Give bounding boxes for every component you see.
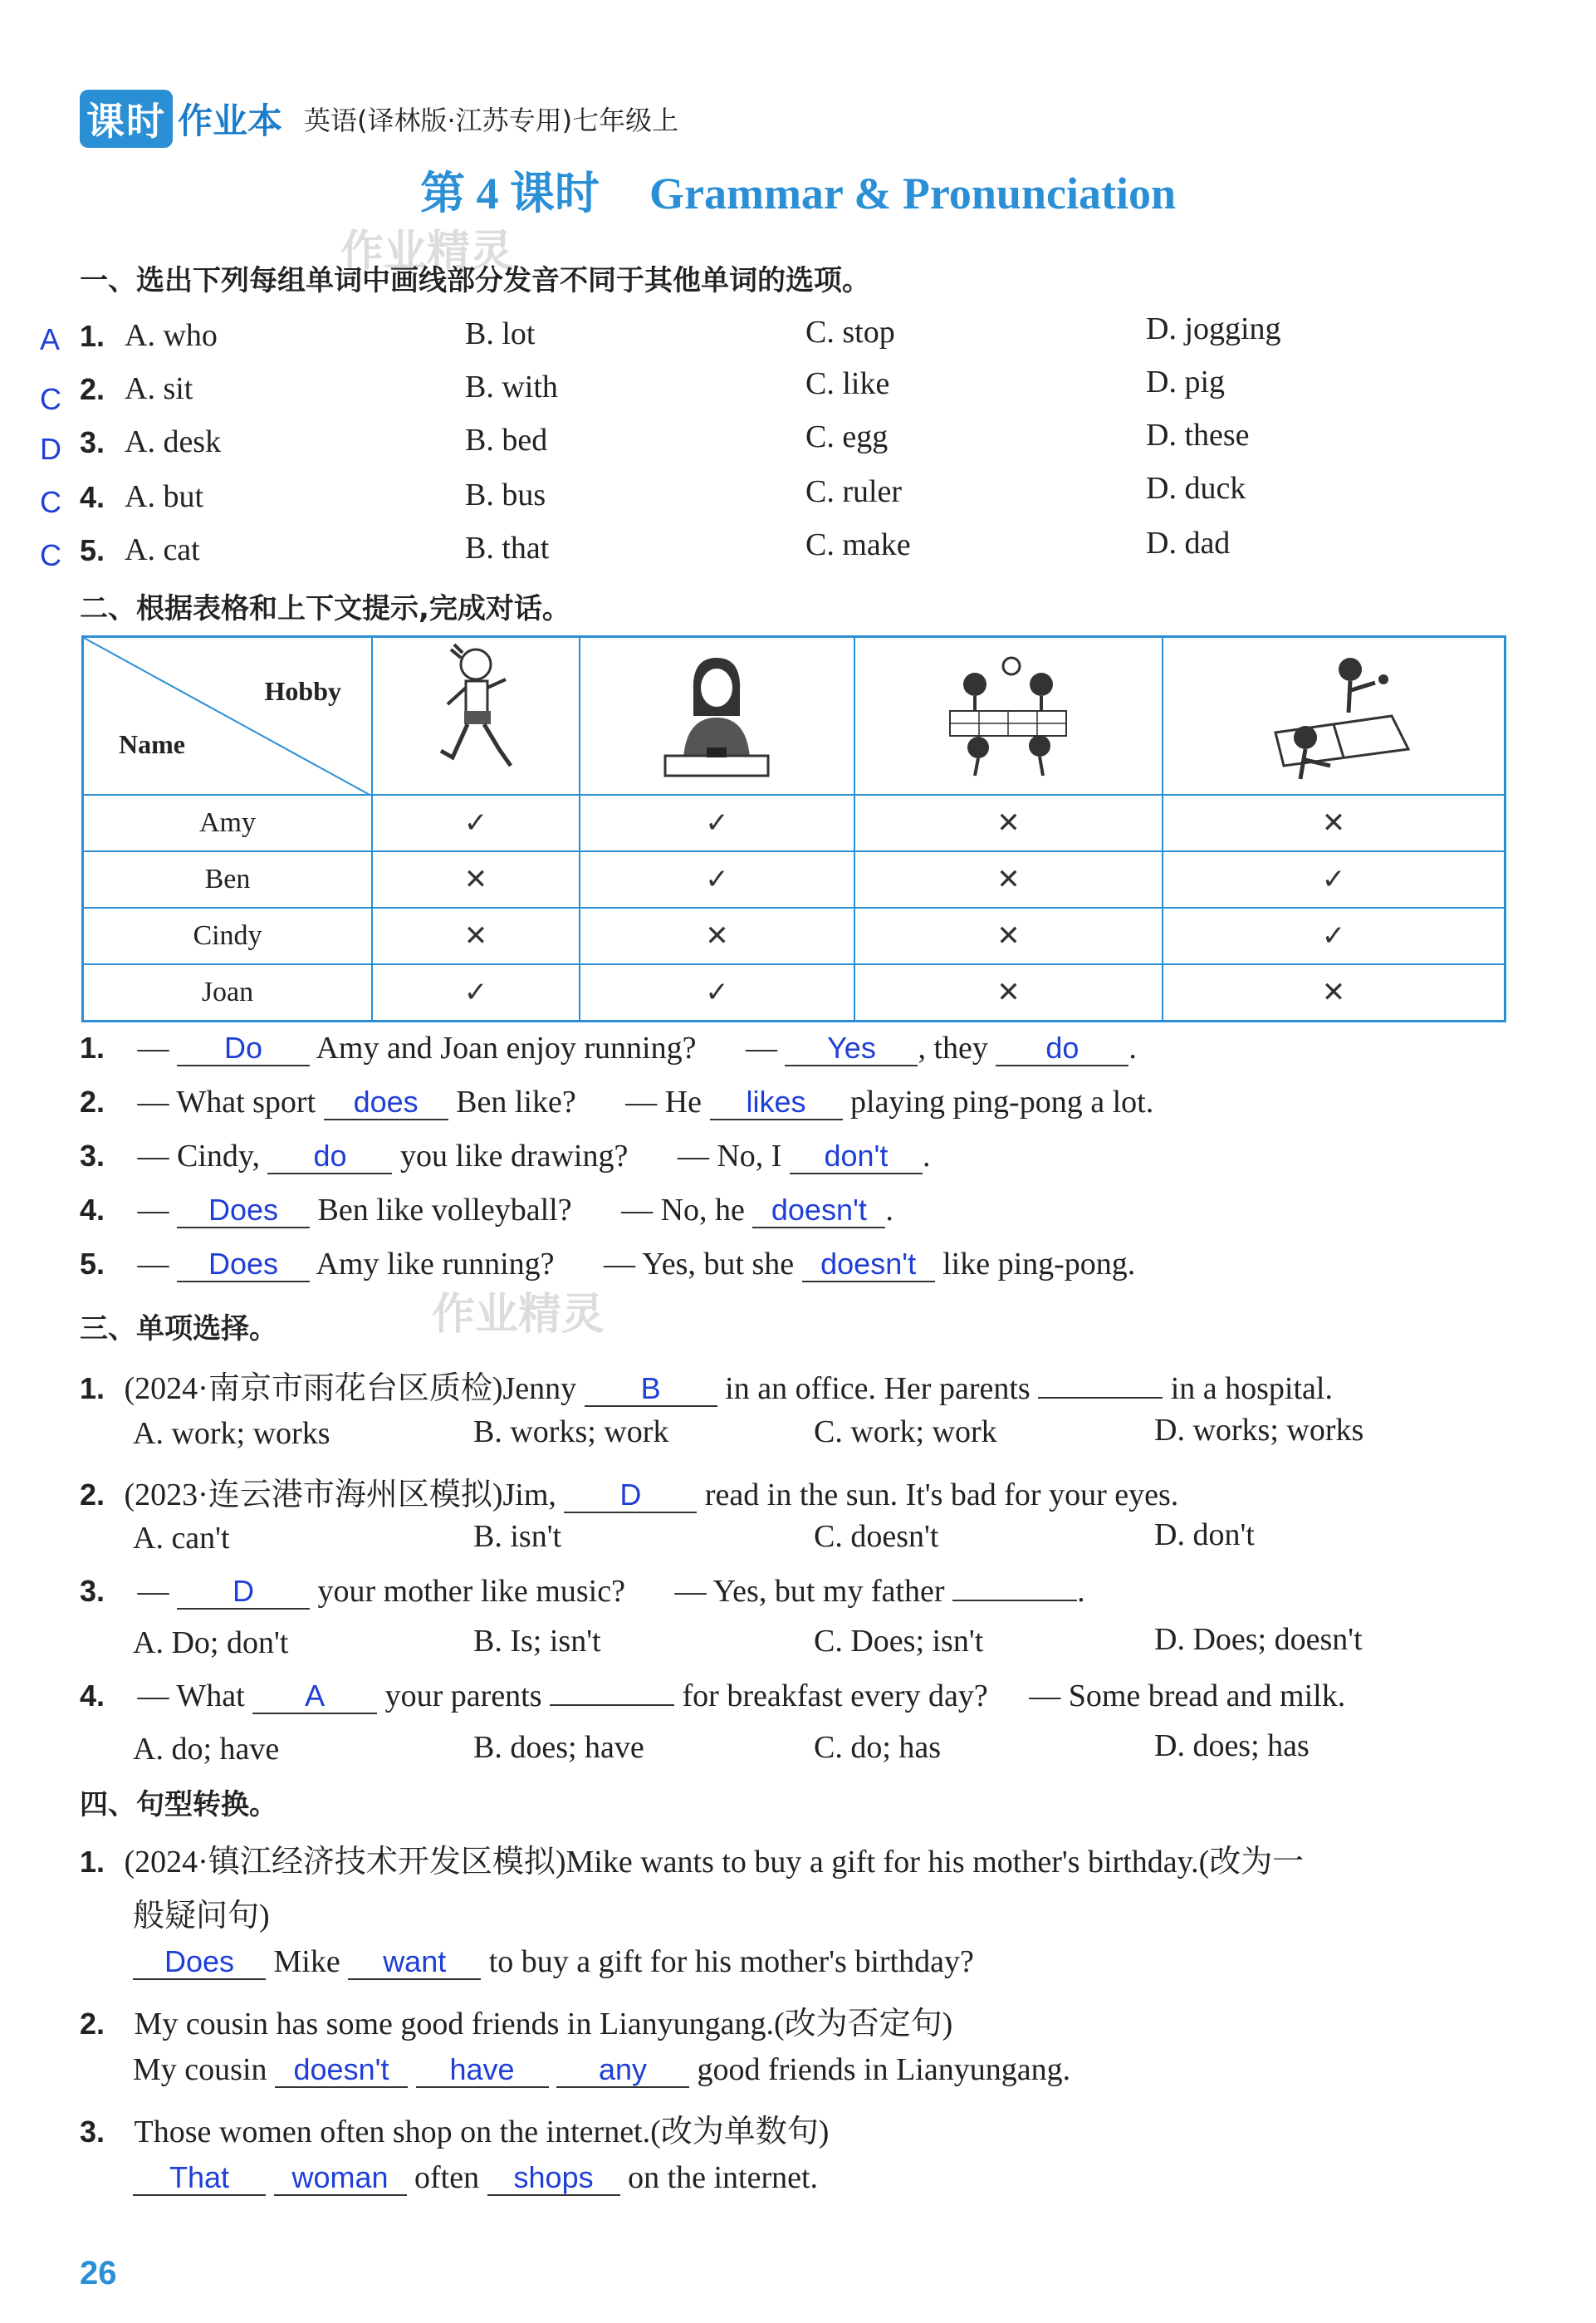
- page-header: [80, 90, 678, 148]
- question-number: 2.: [80, 372, 105, 406]
- question-number: 1.: [80, 1845, 105, 1879]
- question-number: 5.: [80, 533, 105, 567]
- dialogue-text: .: [885, 1193, 893, 1228]
- transform-question-3: [80, 2105, 829, 2151]
- answer-blank[interactable]: want: [348, 1945, 481, 1980]
- running-picture: [372, 637, 580, 795]
- question-stem: your parents: [384, 1679, 542, 1713]
- dialogue-text: playing ping-pong a lot.: [850, 1085, 1154, 1120]
- dialogue-text: Ben like?: [456, 1085, 576, 1120]
- name-label: Name: [119, 729, 185, 759]
- transform-answer-3: [133, 2159, 818, 2196]
- row-name: Cindy: [83, 908, 373, 964]
- option-d: D. these: [1146, 418, 1250, 453]
- dialogue-4: [80, 1192, 893, 1228]
- answer-blank[interactable]: do: [996, 1032, 1128, 1066]
- option-c: C. work; work: [814, 1414, 997, 1449]
- dialogue-text: — Yes, but she: [604, 1247, 795, 1282]
- dialogue-text: — What sport: [137, 1085, 316, 1120]
- dialogue-text: —: [137, 1247, 169, 1282]
- answer-text: on the internet.: [628, 2160, 819, 2195]
- hobby-mark: ✓: [372, 795, 580, 851]
- option-a: A. but: [125, 479, 203, 514]
- option-c: C. Does; isn't: [814, 1624, 984, 1659]
- table-corner-header: [83, 637, 373, 795]
- mc-question-1: [80, 1362, 1333, 1408]
- dialogue-text: , they: [918, 1031, 988, 1066]
- answer-text: often: [414, 2160, 480, 2195]
- diagonal-line: [84, 638, 371, 796]
- option-a: A. sit: [125, 371, 193, 406]
- dialogue-text: Amy like running?: [316, 1247, 555, 1282]
- question-number: 1.: [80, 319, 105, 353]
- hobby-mark: ✕: [854, 908, 1163, 964]
- dialogue-text: .: [1128, 1031, 1137, 1066]
- option-d: D. dad: [1146, 526, 1231, 561]
- answer-blank[interactable]: A: [252, 1679, 377, 1714]
- ping-pong-picture: [1163, 637, 1505, 795]
- question-number: 4.: [80, 1193, 105, 1227]
- option-b: B. Is; isn't: [473, 1624, 601, 1659]
- option-a: A. cat: [125, 532, 200, 567]
- hobby-mark: ✓: [372, 964, 580, 1022]
- dash: —: [745, 1031, 777, 1066]
- question-stem: Those women often shop on the internet.(改为单数句): [134, 2115, 830, 2149]
- option-d: D. Does; doesn't: [1154, 1622, 1363, 1657]
- table-row: [83, 795, 1505, 851]
- question-number: 3.: [80, 425, 105, 459]
- answer-blank[interactable]: woman: [274, 2161, 407, 2196]
- answer-blank[interactable]: doesn't: [802, 1247, 935, 1282]
- empty-blank[interactable]: [1038, 1397, 1163, 1399]
- lesson-number: 第 4 课时: [420, 169, 600, 218]
- answer-blank[interactable]: Do: [177, 1032, 310, 1066]
- answer-blank[interactable]: does: [324, 1086, 448, 1120]
- answer-blank[interactable]: doesn't: [752, 1193, 885, 1228]
- option-b: B. lot: [465, 316, 536, 351]
- lesson-title: [0, 158, 1596, 222]
- question-number: 2.: [80, 1478, 105, 1512]
- mc-question-2: [80, 1468, 1178, 1514]
- question-stem: (2024·南京市雨花台区质检)Jenny: [124, 1371, 577, 1406]
- logo-mark: 课时: [80, 90, 173, 148]
- dialogue-5: [80, 1246, 1135, 1282]
- handwritten-answer: C: [40, 382, 61, 416]
- page-number: 26: [80, 2255, 117, 2291]
- answer-blank[interactable]: doesn't: [275, 2053, 408, 2088]
- answer-blank[interactable]: Does: [177, 1193, 310, 1228]
- option-a: A. do; have: [133, 1732, 280, 1767]
- question-number: 3.: [80, 1139, 105, 1173]
- handwritten-answer: C: [40, 538, 61, 572]
- option-c: C. do; has: [814, 1730, 942, 1765]
- answer-text: good friends in Lianyungang.: [697, 2052, 1071, 2087]
- answer-blank[interactable]: D: [564, 1478, 697, 1513]
- question-number: 3.: [80, 1574, 105, 1608]
- option-b: B. isn't: [473, 1519, 562, 1554]
- dialogue-text: — No, he: [621, 1193, 745, 1228]
- question-number: 4.: [80, 480, 105, 514]
- question-stem: in an office. Her parents: [725, 1371, 1031, 1406]
- dialogue-3: [80, 1138, 930, 1174]
- watermark: 作业精灵: [340, 227, 514, 277]
- row-name: Ben: [83, 851, 373, 908]
- hobby-mark: ✕: [1163, 795, 1505, 851]
- transform-question-1: [80, 1835, 1304, 1881]
- option-b: B. works; work: [473, 1414, 669, 1449]
- hobby-mark: ✕: [854, 964, 1163, 1022]
- option-a: A. Do; don't: [133, 1625, 289, 1660]
- option-d: D. jogging: [1146, 311, 1281, 346]
- option-b: B. with: [465, 370, 558, 404]
- hobby-mark: ✓: [1163, 851, 1505, 908]
- question-number: 1.: [80, 1031, 105, 1065]
- dialogue-text: — Cindy,: [137, 1139, 260, 1174]
- hobby-mark: ✓: [1163, 908, 1505, 964]
- handwritten-answer: C: [40, 485, 61, 519]
- empty-blank[interactable]: [952, 1600, 1077, 1601]
- mc-question-4: [80, 1678, 1345, 1714]
- answer-blank[interactable]: shops: [487, 2161, 620, 2196]
- option-b: B. bus: [465, 478, 546, 512]
- answer-blank[interactable]: B: [585, 1372, 717, 1407]
- hobby-mark: ✕: [580, 908, 854, 964]
- hobby-label: Hobby: [264, 676, 341, 706]
- answer-blank[interactable]: don't: [790, 1139, 923, 1174]
- part2-heading: 二、根据表格和上下文提示,完成对话。: [80, 592, 570, 625]
- question-number: 3.: [80, 2115, 105, 2149]
- question-stem: .: [1077, 1574, 1085, 1609]
- option-a: A. desk: [125, 424, 222, 459]
- answer-blank[interactable]: That: [133, 2161, 266, 2196]
- option-d: D. does; has: [1154, 1728, 1310, 1763]
- answer-blank[interactable]: Does: [177, 1247, 310, 1282]
- option-c: C. stop: [805, 315, 895, 350]
- answer-blank[interactable]: do: [267, 1139, 392, 1174]
- row-name: Joan: [83, 964, 373, 1022]
- hobby-mark: ✓: [580, 964, 854, 1022]
- option-d: D. don't: [1154, 1517, 1255, 1552]
- question-stem: — What: [137, 1679, 245, 1713]
- question-stem: My cousin has some good friends in Lianyungang.(改为否定句): [134, 2007, 953, 2041]
- question-stem: (2024·镇江经济技术开发区模拟)Mike wants to buy a gift for his mother's birthday.(改为一: [124, 1845, 1305, 1879]
- question-stem: read in the sun. It's bad for your eyes.: [704, 1478, 1179, 1512]
- option-b: B. bed: [465, 423, 548, 458]
- transform-answer-2: [133, 2051, 1070, 2088]
- handwritten-answer: A: [40, 322, 61, 356]
- option-d: D. pig: [1146, 365, 1225, 399]
- option-c: C. like: [805, 366, 890, 401]
- brand-logo: [80, 90, 282, 148]
- dash: —: [137, 1031, 169, 1066]
- answer-text: to buy a gift for his mother's birthday?: [488, 1944, 974, 1979]
- option-c: C. ruler: [805, 474, 903, 509]
- dialogue-text: like ping-pong.: [942, 1247, 1136, 1282]
- option-c: C. make: [805, 527, 911, 562]
- book-title: 英语(译林版·江苏专用)七年级上: [304, 105, 679, 136]
- question-number: 4.: [80, 1679, 105, 1713]
- option-c: C. egg: [805, 419, 889, 454]
- option-d: D. duck: [1146, 471, 1246, 506]
- drawing-girl-icon: [650, 641, 783, 782]
- hobby-table: [81, 635, 1506, 1022]
- hobby-mark: ✓: [580, 851, 854, 908]
- dialogue-text: .: [922, 1139, 931, 1174]
- dialogue-text: — No, I: [677, 1139, 782, 1174]
- answer-blank[interactable]: any: [556, 2053, 689, 2088]
- question-number: 2.: [80, 1085, 105, 1119]
- question-stem: your mother like music?: [317, 1574, 625, 1609]
- question-stem: — Some bread and milk.: [1029, 1679, 1346, 1713]
- answer-blank[interactable]: Does: [133, 1945, 266, 1980]
- transform-question-2: [80, 1997, 952, 2043]
- answer-text: Mike: [273, 1944, 340, 1979]
- option-a: A. work; works: [133, 1416, 330, 1451]
- dialogue-text: you like drawing?: [399, 1139, 629, 1174]
- running-girl-icon: [426, 641, 526, 782]
- hobby-mark: ✕: [372, 908, 580, 964]
- lesson-topic: Grammar & Pronunciation: [649, 169, 1176, 218]
- hobby-mark: ✕: [854, 851, 1163, 908]
- option-a: A. who: [125, 318, 218, 353]
- answer-blank[interactable]: likes: [710, 1086, 843, 1120]
- question-stem: — Yes, but my father: [674, 1574, 945, 1609]
- answer-text: My cousin: [133, 2052, 267, 2087]
- table-row: [83, 908, 1505, 964]
- part3-heading: 三、单项选择。: [80, 1312, 277, 1345]
- drawing-picture: [580, 637, 854, 795]
- dialogue-text: —: [137, 1193, 169, 1228]
- part1-heading: 一、选出下列每组单词中画线部分发音不同于其他单词的选项。: [80, 264, 870, 297]
- question-stem: (2023·连云港市海州区模拟)Jim,: [124, 1478, 556, 1512]
- hobby-mark: ✓: [580, 795, 854, 851]
- dialogue-2: [80, 1084, 1153, 1120]
- watermark: 作业精灵: [432, 1290, 605, 1340]
- option-b: B. that: [465, 531, 550, 566]
- question-stem: —: [137, 1574, 169, 1609]
- empty-blank[interactable]: [550, 1704, 674, 1706]
- mc-question-3: [80, 1573, 1085, 1610]
- question-stem-cont: 般疑问句): [133, 1899, 270, 1933]
- answer-blank[interactable]: D: [177, 1575, 310, 1610]
- ping-pong-kids-icon: [1251, 641, 1417, 782]
- row-name: Amy: [83, 795, 373, 851]
- series-name: 作业本: [178, 100, 283, 141]
- option-c: C. doesn't: [814, 1519, 939, 1554]
- question-stem: for breakfast every day?: [682, 1679, 988, 1713]
- hobby-mark: ✕: [1163, 964, 1505, 1022]
- dialogue-text: Amy and Joan enjoy running?: [316, 1031, 697, 1066]
- question-number: 1.: [80, 1371, 105, 1405]
- volleyball-kids-icon: [933, 641, 1083, 782]
- option-d: D. works; works: [1154, 1413, 1364, 1448]
- table-row: [83, 964, 1505, 1022]
- dialogue-text: — He: [625, 1085, 703, 1120]
- option-a: A. can't: [133, 1521, 230, 1556]
- answer-blank[interactable]: Yes: [785, 1032, 918, 1066]
- question-number: 2.: [80, 2007, 105, 2041]
- hobby-mark: ✕: [854, 795, 1163, 851]
- handwritten-answer: D: [40, 432, 61, 466]
- table-row: [83, 851, 1505, 908]
- question-stem: in a hospital.: [1170, 1371, 1333, 1406]
- part4-heading: 四、句型转换。: [80, 1788, 277, 1821]
- volleyball-picture: [854, 637, 1163, 795]
- option-b: B. does; have: [473, 1730, 644, 1765]
- hobby-mark: ✕: [372, 851, 580, 908]
- question-number: 5.: [80, 1247, 105, 1281]
- transform-answer-1: [133, 1943, 974, 1980]
- dialogue-text: Ben like volleyball?: [317, 1193, 572, 1228]
- answer-blank[interactable]: have: [416, 2053, 549, 2088]
- dialogue-1: [80, 1030, 1137, 1066]
